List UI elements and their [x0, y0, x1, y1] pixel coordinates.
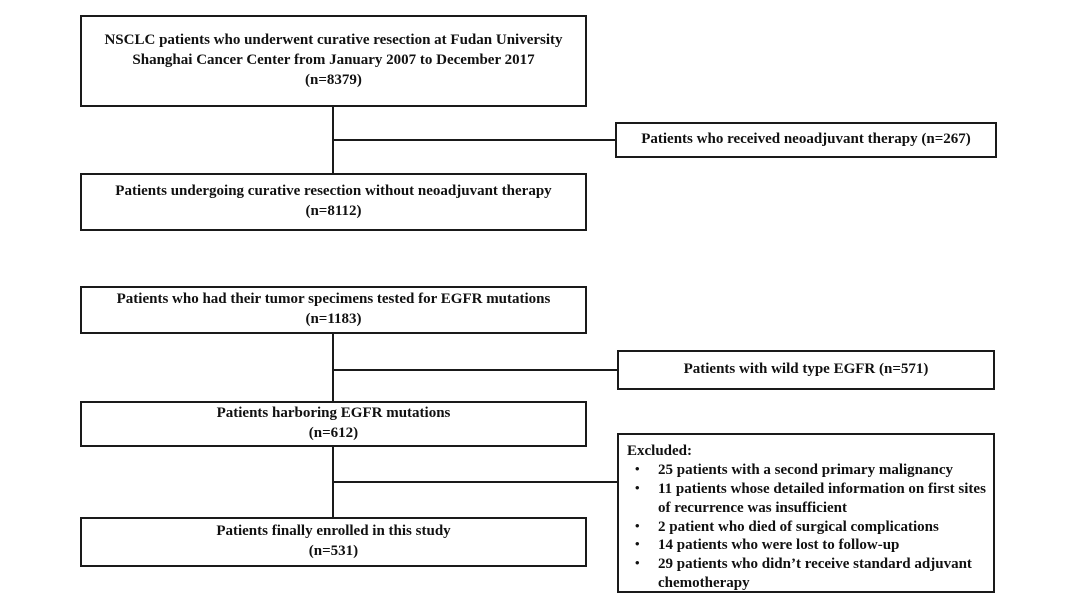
connector-line-branch-2 [333, 369, 617, 371]
flow-box-no-neoadjuvant [80, 173, 587, 231]
connector-line-branch-3 [333, 481, 617, 483]
exclusion-list-item-text: 14 patients who were lost to follow-up [658, 537, 900, 554]
flow-box-exclusion-list [617, 433, 995, 593]
exclusion-list-item-text: 2 patient who died of surgical complications [658, 518, 939, 535]
flow-box-egfr-tested [80, 286, 587, 334]
exclusion-list-item-text: 29 patients who didn’t receive standard adjuvant chemotherapy [658, 556, 972, 592]
flow-box-enrolled-count: (n=531) [308, 543, 359, 559]
flow-box-no-neoadjuvant-count: (n=8112) [305, 203, 362, 219]
exclusion-list-item-text: 25 patients with a second primary malignancy [658, 461, 954, 478]
flow-box-no-neoadjuvant-label: Patients undergoing curative resection without neoadjuvant therapy [115, 183, 552, 200]
flow-box-enrolled-label: Patients finally enrolled in this study [216, 523, 451, 540]
exclusion-list-item [627, 480, 987, 518]
flow-box-egfr-mutation [80, 401, 587, 447]
exclusion-list-title: Excluded: [627, 443, 693, 459]
exclusion-list-item [627, 461, 987, 480]
bullet-icon: • [635, 555, 640, 571]
flow-box-egfr-tested-count: (n=1183) [305, 311, 362, 327]
exclusion-list-item [627, 536, 987, 555]
exclusion-list-item [627, 555, 987, 593]
flow-box-initial-cohort [80, 15, 587, 107]
flow-box-initial-cohort-count: (n=8379) [305, 71, 362, 88]
flow-box-egfr-tested-label: Patients who had their tumor specimens tested for EGFR mutations [116, 291, 551, 308]
flow-box-initial-cohort-label: NSCLC patients who underwent curative resection at Fudan University Shanghai Cancer Center from January 2007 to December 2017 [104, 32, 563, 69]
flow-box-neoadjuvant-excluded-label: Patients who received neoadjuvant therapy (n=267) [641, 131, 971, 148]
flow-box-neoadjuvant-excluded [615, 122, 997, 158]
exclusion-list [627, 461, 987, 593]
flow-box-egfr-mutation-count: (n=612) [308, 425, 359, 441]
connector-line-branch-1 [333, 139, 615, 141]
exclusion-list-item [627, 518, 987, 537]
bullet-icon: • [635, 536, 640, 552]
exclusion-list-item-text: 11 patients whose detailed information on first sites of recurrence was insufficient [658, 480, 986, 516]
bullet-icon: • [635, 517, 640, 533]
flow-box-wild-type-egfr [617, 350, 995, 390]
flow-box-wild-type-egfr-label: Patients with wild type EGFR (n=571) [683, 361, 929, 378]
flow-box-egfr-mutation-label: Patients harboring EGFR mutations [216, 405, 451, 422]
connector-line-vertical-2 [332, 334, 334, 401]
flow-box-enrolled [80, 517, 587, 567]
bullet-icon: • [635, 460, 640, 476]
bullet-icon: • [635, 479, 640, 495]
